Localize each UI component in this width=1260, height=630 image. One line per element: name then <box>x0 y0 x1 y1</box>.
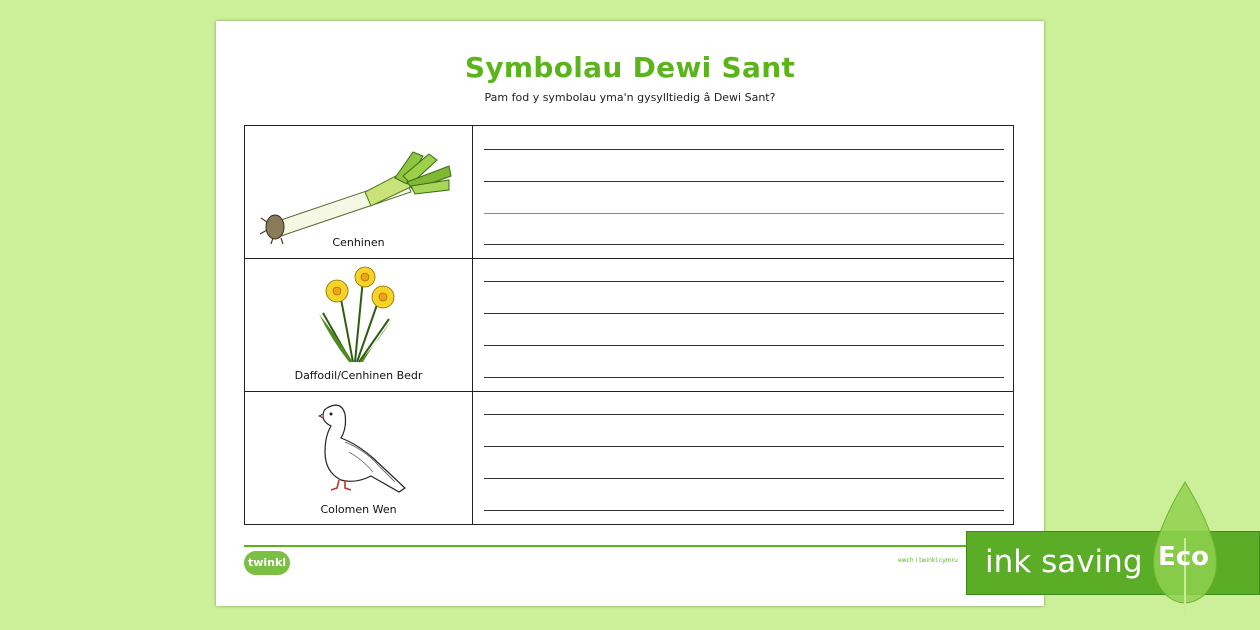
twinkl-logo: twinkl <box>244 551 290 575</box>
picture-cell <box>245 392 473 525</box>
writing-line[interactable] <box>484 478 1004 479</box>
picture-cell <box>245 259 473 391</box>
table-row <box>245 392 1013 525</box>
row-caption: Cenhinen <box>332 236 385 249</box>
writing-line[interactable] <box>484 149 1004 150</box>
page-subtitle: Pam fod y symbolau yma'n gysylltiedig â Dewi Sant? <box>484 91 776 104</box>
writing-line[interactable] <box>484 281 1004 282</box>
writing-line[interactable] <box>484 213 1004 214</box>
writing-line[interactable] <box>484 345 1004 346</box>
writing-line[interactable] <box>484 313 1004 314</box>
footer-divider <box>244 545 1014 547</box>
writing-line[interactable] <box>484 510 1004 511</box>
page-title: Symbolau Dewi Sant <box>464 51 796 84</box>
writing-line[interactable] <box>484 446 1004 447</box>
symbols-table <box>244 125 1014 525</box>
footer-url[interactable]: ewch i twinkl.cymru <box>898 557 958 564</box>
table-row <box>245 126 1013 259</box>
writing-line[interactable] <box>484 414 1004 415</box>
row-caption: Colomen Wen <box>320 503 397 516</box>
writing-line[interactable] <box>484 244 1004 245</box>
ink-saving-text: ink saving <box>985 544 1143 580</box>
row-caption: Daffodil/Cenhinen Bedr <box>294 369 423 382</box>
worksheet-page <box>216 21 1044 606</box>
picture-cell <box>245 126 473 258</box>
table-row <box>245 259 1013 392</box>
writing-line[interactable] <box>484 181 1004 182</box>
eco-label: Eco <box>1158 542 1210 572</box>
writing-line[interactable] <box>484 377 1004 378</box>
